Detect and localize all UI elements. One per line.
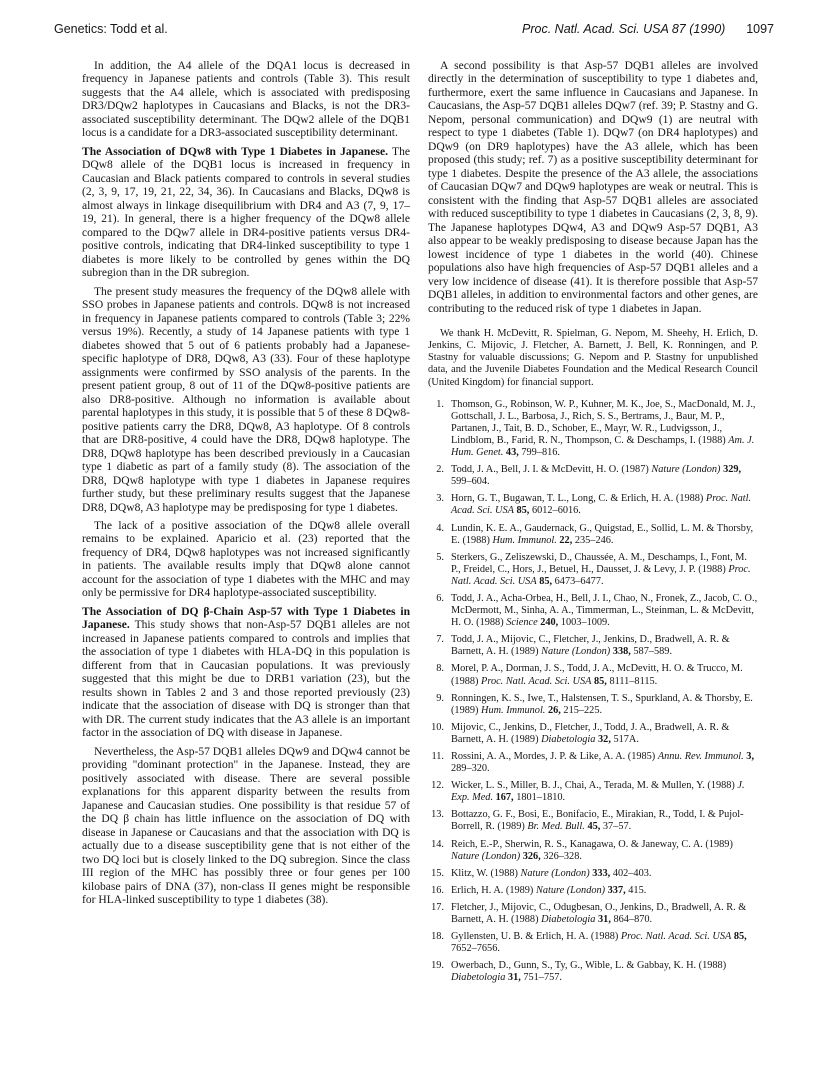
reference-number: 5. — [436, 551, 444, 563]
reference-volume: 167, — [495, 792, 514, 804]
reference-authors: Wicker, L. S., Miller, B. J., Chai, A., Terada, M. & Mullen, Y. (1988) — [451, 780, 735, 792]
reference-pages: 1801–1810. — [516, 792, 566, 804]
reference-pages: 235–246. — [574, 534, 614, 546]
reference-journal: Proc. Natl. Acad. Sci. USA — [451, 493, 752, 517]
paragraph-body: The DQw8 allele of the DQB1 locus is increased in frequency in Caucasian and Black patients compared to controls in several studies (2, 3, 9, 17, 19, 21, 22, 34, 36). In Caucasians and Blacks, DQw8 is almost always in linkage disequilibrium with DR4 and A3 (7, 9, 17–19, 21). In general, there is a higher frequency of the DQw8 allele compared to the DQw7 allele in DR4-positive patients versus DR4-positive controls, indicating that DR4-linked susceptibility to type 1 diabetes is more likely to be controlled by genes within the DQ subregion than in the DR subregion. — [82, 145, 410, 280]
reference-authors: Todd, J. A., Acha-Orbea, H., Bell, J. I., Chao, N., Fronek, Z., Jacob, C. O., McDermott, M., Sinha, A. A., Timmerman, L., Steinman, L. & McDevitt, H. O. (1988) — [451, 592, 758, 629]
reference-pages: 587–589. — [633, 646, 673, 658]
reference-number: 19. — [431, 960, 444, 972]
paragraph-body: This study shows that non-Asp-57 DQB1 alleles are not increased in Japanese patients compared to controls and implies that the association of type 1 diabetes with HLA-DQ in this population is different from that in Caucasian populations. It was previously suggested that this might be due to DRB1 variation (23), but the results shown in Tables 2 and 3 and those reported previously (23) indicate that the association of disease with DQ is stronger than that with DR. The current study indicates that the A3 allele is an important factor in the association of DQ with disease in Japanese. — [82, 619, 410, 740]
reference-authors: Fletcher, J., Mijovic, C., Odugbesan, O., Jenkins, D., Bradwell, A. R. & Barnett, A. H. (1988) — [451, 901, 747, 926]
reference-volume: 26, — [547, 704, 561, 716]
paragraph: In addition, the A4 allele of the DQA1 locus is decreased in frequency in Japanese patients and controls (Table 3). This result suggests that the A4 allele, which is associated with predisposing DR3/DQw2 haplotypes in Caucasians and Blacks, is not the DR3-associated susceptibility determinant. The DQw2 allele of the DQB1 locus is a candidate for a DR3-associated susceptibility determinant. — [82, 60, 410, 140]
reference-volume: 85, — [539, 575, 553, 587]
reference-item — [428, 399, 758, 459]
reference-number: 3. — [436, 493, 444, 505]
reference-pages: 402–403. — [612, 867, 652, 879]
reference-journal: Proc. Natl. Acad. Sci. USA — [620, 931, 732, 943]
reference-number: 7. — [436, 634, 444, 646]
reference-number: 4. — [436, 522, 444, 534]
reference-pages: 37–57. — [602, 821, 632, 833]
reference-number: 1. — [436, 398, 444, 410]
reference-item — [428, 464, 758, 488]
reference-journal: Hum. Immunol. — [481, 704, 546, 716]
reference-number: 6. — [436, 592, 444, 604]
reference-pages: 326–328. — [543, 850, 582, 862]
reference-authors: Erlich, H. A. (1989) — [451, 884, 534, 896]
reference-item — [428, 493, 758, 517]
reference-number: 14. — [431, 838, 444, 850]
reference-volume: 31, — [507, 972, 521, 984]
reference-pages: 864–870. — [613, 914, 653, 926]
reference-journal: Br. Med. Bull. — [527, 821, 585, 833]
reference-volume: 326, — [522, 850, 541, 862]
reference-number: 18. — [431, 931, 444, 943]
reference-journal: Nature (London) — [651, 464, 721, 476]
section-paragraph — [82, 146, 410, 281]
section-heading: The Association of DQ β-Chain Asp-57 with Type 1 Diabetes in Japanese. — [82, 605, 410, 632]
reference-journal: Proc. Natl. Acad. Sci. USA — [481, 675, 592, 687]
reference-authors: Owerbach, D., Gunn, S., Ty, G., Wible, L. & Gabbay, K. H. (1988) — [451, 960, 727, 972]
reference-number: 10. — [431, 721, 444, 733]
reference-journal: Annu. Rev. Immunol. — [657, 751, 744, 763]
reference-pages: 599–604. — [451, 476, 490, 488]
reference-pages: 751–757. — [523, 972, 562, 984]
reference-item — [428, 552, 758, 588]
section-paragraph — [82, 606, 410, 741]
reference-journal: Diabetologia — [541, 733, 596, 745]
acknowledgments: We thank H. McDevitt, R. Spielman, G. Nepom, M. Sheehy, H. Erlich, D. Jenkins, C. Mijovic, J. Fletcher, A. Barnett, J. Bell, K. Ronningen, and P. Stastny for valuable discussions; G. Nepom and P. Stastny for unpublished data, and the Juvenile Diabetes Foundation and the Medical Research Council (United Kingdom) for financial support. — [428, 328, 758, 388]
reference-journal: Am. J. Hum. Genet. — [451, 434, 755, 459]
reference-journal: J. Exp. Med. — [451, 780, 745, 804]
reference-pages: 1003–1009. — [560, 617, 610, 629]
reference-volume: 329, — [723, 464, 742, 476]
reference-authors: Horn, G. T., Bugawan, T. L., Long, C. & Erlich, H. A. (1988) — [451, 493, 704, 505]
reference-pages: 7652–7656. — [451, 943, 500, 955]
reference-item — [428, 868, 758, 880]
reference-item — [428, 780, 758, 804]
reference-authors: Lundin, K. E. A., Gaudernack, G., Quigstad, E., Sollid, L. M. & Thorsby, E. (1988) — [451, 522, 754, 546]
reference-journal: Nature (London) — [541, 646, 611, 658]
reference-volume: 43, — [505, 447, 519, 459]
reference-volume: 32, — [598, 733, 611, 745]
reference-pages: 6473–6477. — [554, 575, 604, 587]
reference-item — [428, 931, 758, 955]
reference-volume: 3, — [746, 751, 755, 763]
page-header — [54, 22, 774, 40]
reference-volume: 85, — [516, 505, 530, 517]
reference-volume: 240, — [540, 617, 559, 629]
reference-pages: 8111–8115. — [609, 675, 658, 687]
reference-volume: 31, — [598, 914, 611, 926]
left-column — [82, 60, 410, 913]
reference-number: 9. — [436, 692, 444, 704]
paragraph: Nevertheless, the Asp-57 DQB1 alleles DQw9 and DQw4 cannot be providing "dominant protection" in the Japanese. Instead, they are positively associated with disease. There are several possible explanations for this apparent disparity between the results from Japanese and Caucasian studies. One possibility is that residue 57 of the DQ β chain has little influence on the association of DQ with disease in Japanese or Caucasians and that the association with DQ is actually due to a disease susceptibility gene that is not either of the two DQ loci but is closely linked to the DQ subregion. Since the class III region of the MHC has possibly three or four genes per 100 kilobase pairs of DNA (37), non-class II genes might be responsible for HLA-linked susceptibility to type 1 diabetes (38). — [82, 745, 410, 907]
reference-item — [428, 902, 758, 926]
reference-authors: Gyllensten, U. B. & Erlich, H. A. (1988) — [451, 931, 619, 943]
reference-item — [428, 722, 758, 746]
journal-citation — [522, 22, 774, 36]
reference-item — [428, 593, 758, 629]
reference-item — [428, 839, 758, 863]
reference-volume: 85, — [594, 675, 607, 687]
reference-number: 2. — [436, 464, 444, 476]
paragraph: The present study measures the frequency of the DQw8 allele with SSO probes in Japanese patients and controls. DQw8 is not increased in frequency in Japanese patients compared to controls (Table 3; 22% versus 19%). Recently, a study of 14 Japanese patients with type 1 diabetes showed that 5 out of 6 patients probably had a Japanese-specific haplotype of DR8, DQw8, A3 (33). Four of these haplotype assignments were confirmed by SSO analysis of the parents. In the present patient group, 8 out of 11 of the DQw8-positive patients are also DR8-positive. Although no information is available about parental haplotypes in this study, it is possible that 5 of these 8 DQw8-positive patients carry the DR8, DQw8, A3 haplotype. Of 8 controls that are DR8-positive, 4 could have the DR8, DQw8 haplotype. The DR8, DQw8 haplotype has been described previously in a Caucasian type 1 diabetic as part of a family study (8). The association of the DR8, DQw8 haplotype with type 1 diabetes in Japanese requires further study, but these preliminary results suggest that the Japanese DR8, DQw8, A3 haplotype may be predisposing for type 1 diabetes. — [82, 285, 410, 514]
running-head: Genetics: Todd et al. — [54, 22, 168, 36]
reference-pages: 6012–6016. — [531, 505, 581, 517]
reference-number: 16. — [431, 884, 444, 896]
reference-journal: Nature (London) — [535, 884, 606, 896]
reference-authors: Mijovic, C., Jenkins, D., Fletcher, J., Todd, J. A., Bradwell, A. R. & Barnett, A. H. (1989) — [451, 721, 730, 745]
reference-authors: Morel, P. A., Dorman, J. S., Todd, J. A., McDevitt, H. O. & Trucco, M. (1988) — [451, 663, 743, 687]
reference-item — [428, 693, 758, 717]
reference-item — [428, 663, 758, 687]
reference-pages: 215–225. — [563, 704, 603, 716]
reference-number: 8. — [436, 663, 444, 675]
reference-volume: 338, — [612, 646, 631, 658]
reference-item — [428, 523, 758, 547]
reference-authors: Reich, E.-P., Sherwin, R. S., Kanagawa, O. & Janeway, C. A. (1989) — [451, 838, 733, 850]
reference-journal: Hum. Immunol. — [492, 534, 557, 546]
reference-authors: Todd, J. A., Bell, J. I. & McDevitt, H. O. (1987) — [451, 464, 649, 476]
reference-number: 17. — [431, 901, 444, 913]
right-column — [428, 60, 758, 990]
reference-item — [428, 960, 758, 984]
reference-authors: Ronningen, K. S., Iwe, T., Halstensen, T. S., Spurkland, A. & Thorsby, E. (1989) — [451, 692, 753, 716]
reference-pages: 289–320. — [451, 763, 490, 775]
reference-authors: Todd, J. A., Mijovic, C., Fletcher, J., Jenkins, D., Bradwell, A. R. & Barnett, A. H. (1989) — [451, 634, 730, 658]
reference-journal: Diabetologia — [541, 914, 596, 926]
reference-pages: 415. — [628, 884, 647, 896]
reference-authors: Sterkers, G., Zeliszewski, D., Chaussée, A. M., Deschamps, I., Font, M. P., Freidel, C., Hors, J., Betuel, H., Dausset, J. & Levy, J. P. (1988) — [451, 551, 748, 575]
reference-authors: Klitz, W. (1988) — [451, 867, 518, 879]
reference-volume: 85, — [733, 931, 747, 943]
reference-item — [428, 885, 758, 897]
reference-volume: 337, — [607, 884, 626, 896]
reference-volume: 45, — [587, 821, 601, 833]
reference-item — [428, 634, 758, 658]
reference-journal: Nature (London) — [520, 867, 590, 879]
reference-number: 15. — [431, 867, 444, 879]
journal-name: Proc. Natl. Acad. Sci. USA 87 (1990) — [522, 22, 726, 36]
reference-journal: Nature (London) — [451, 850, 521, 862]
reference-list — [428, 399, 758, 985]
section-heading: The Association of DQw8 with Type 1 Diabetes in Japanese. — [82, 145, 388, 158]
reference-item — [428, 809, 758, 833]
page-number: 1097 — [746, 22, 774, 36]
reference-volume: 22, — [559, 534, 573, 546]
reference-item — [428, 751, 758, 775]
reference-pages: 799–816. — [521, 447, 560, 459]
reference-pages: 517A. — [613, 733, 639, 745]
paragraph: A second possibility is that Asp-57 DQB1 alleles are involved directly in the determination of susceptibility to type 1 diabetes and, furthermore, exert the same influence in Caucasians and Japanese. In Caucasians, the Asp-57 DQB1 alleles DQw7 (ref. 39; P. Stastny and G. Nepom, personal communication) and DQw9 (1) are neutral with respect to type 1 diabetes (Table 1). DQw7 (on DR4 haplotypes) and DQw9 (on DR9 haplotypes) have the A3 allele, which has been proposed (this study; ref. 7) as a positive susceptibility determinant for type 1 diabetes. Despite the presence of the A3 allele, the associations of Caucasian DQw7 and DQw9 haplotypes are weak or neutral. This is consistent with the finding that Asp-57 DQB1 alleles are associated with reduced susceptibility to type 1 diabetes in Caucasians (2, 3, 8, 9). The Japanese haplotypes DQw4, A3 and DQw9 Asp-57 DQB1, A3 also appear to be weakly predisposing to disease because Japan has the lowest incidence of type 1 diabetes in the world (40). Chinese populations also have high frequencies of Asp-57 DQB1 alleles and a very low incidence of disease (41). It is therefore possible that Asp-57 DQB1 alleles, in addition to environmental factors and other genes, are contributing to the reduced risk of type 1 diabetes in Japan. — [428, 60, 758, 315]
reference-journal: Diabetologia — [451, 972, 506, 984]
reference-number: 13. — [431, 809, 444, 821]
reference-journal: Science — [506, 617, 538, 629]
paragraph: The lack of a positive association of the DQw8 allele overall remains to be explained. Aparicio et al. (23) reported that the frequency of DR4, DQw8 haplotypes was not increased significantly in patients. The available results imply that DQw8 alone cannot account for the association of type 1 diabetes with the MHC and may only be permissive for DR4 haplotype-associated susceptibility. — [82, 519, 410, 600]
reference-number: 11. — [431, 751, 444, 763]
reference-authors: Thomson, G., Robinson, W. P., Kuhner, M. K., Joe, S., MacDonald, M. J., Gottschall, J. L., Barbosa, J., Rich, S. S., Bertrams, J., Baur, M. P., Partanen, J., Tait, B. D., Schober, E., Mayr, W. R., Ludvigsson, J., Lindblom, B., Farid, R. N., Thompson, C. & Deschamps, I. (1988) — [451, 398, 756, 446]
reference-authors: Bottazzo, G. F., Bosi, E., Bonifacio, E., Mirakian, R., Todd, I. & Pujol-Borrell, R. (1989) — [451, 809, 744, 833]
reference-journal: Proc. Natl. Acad. Sci. USA — [451, 563, 751, 587]
reference-authors: Rossini, A. A., Mordes, J. P. & Like, A. A. (1985) — [451, 751, 656, 763]
reference-number: 12. — [431, 780, 444, 792]
reference-volume: 333, — [592, 867, 611, 879]
